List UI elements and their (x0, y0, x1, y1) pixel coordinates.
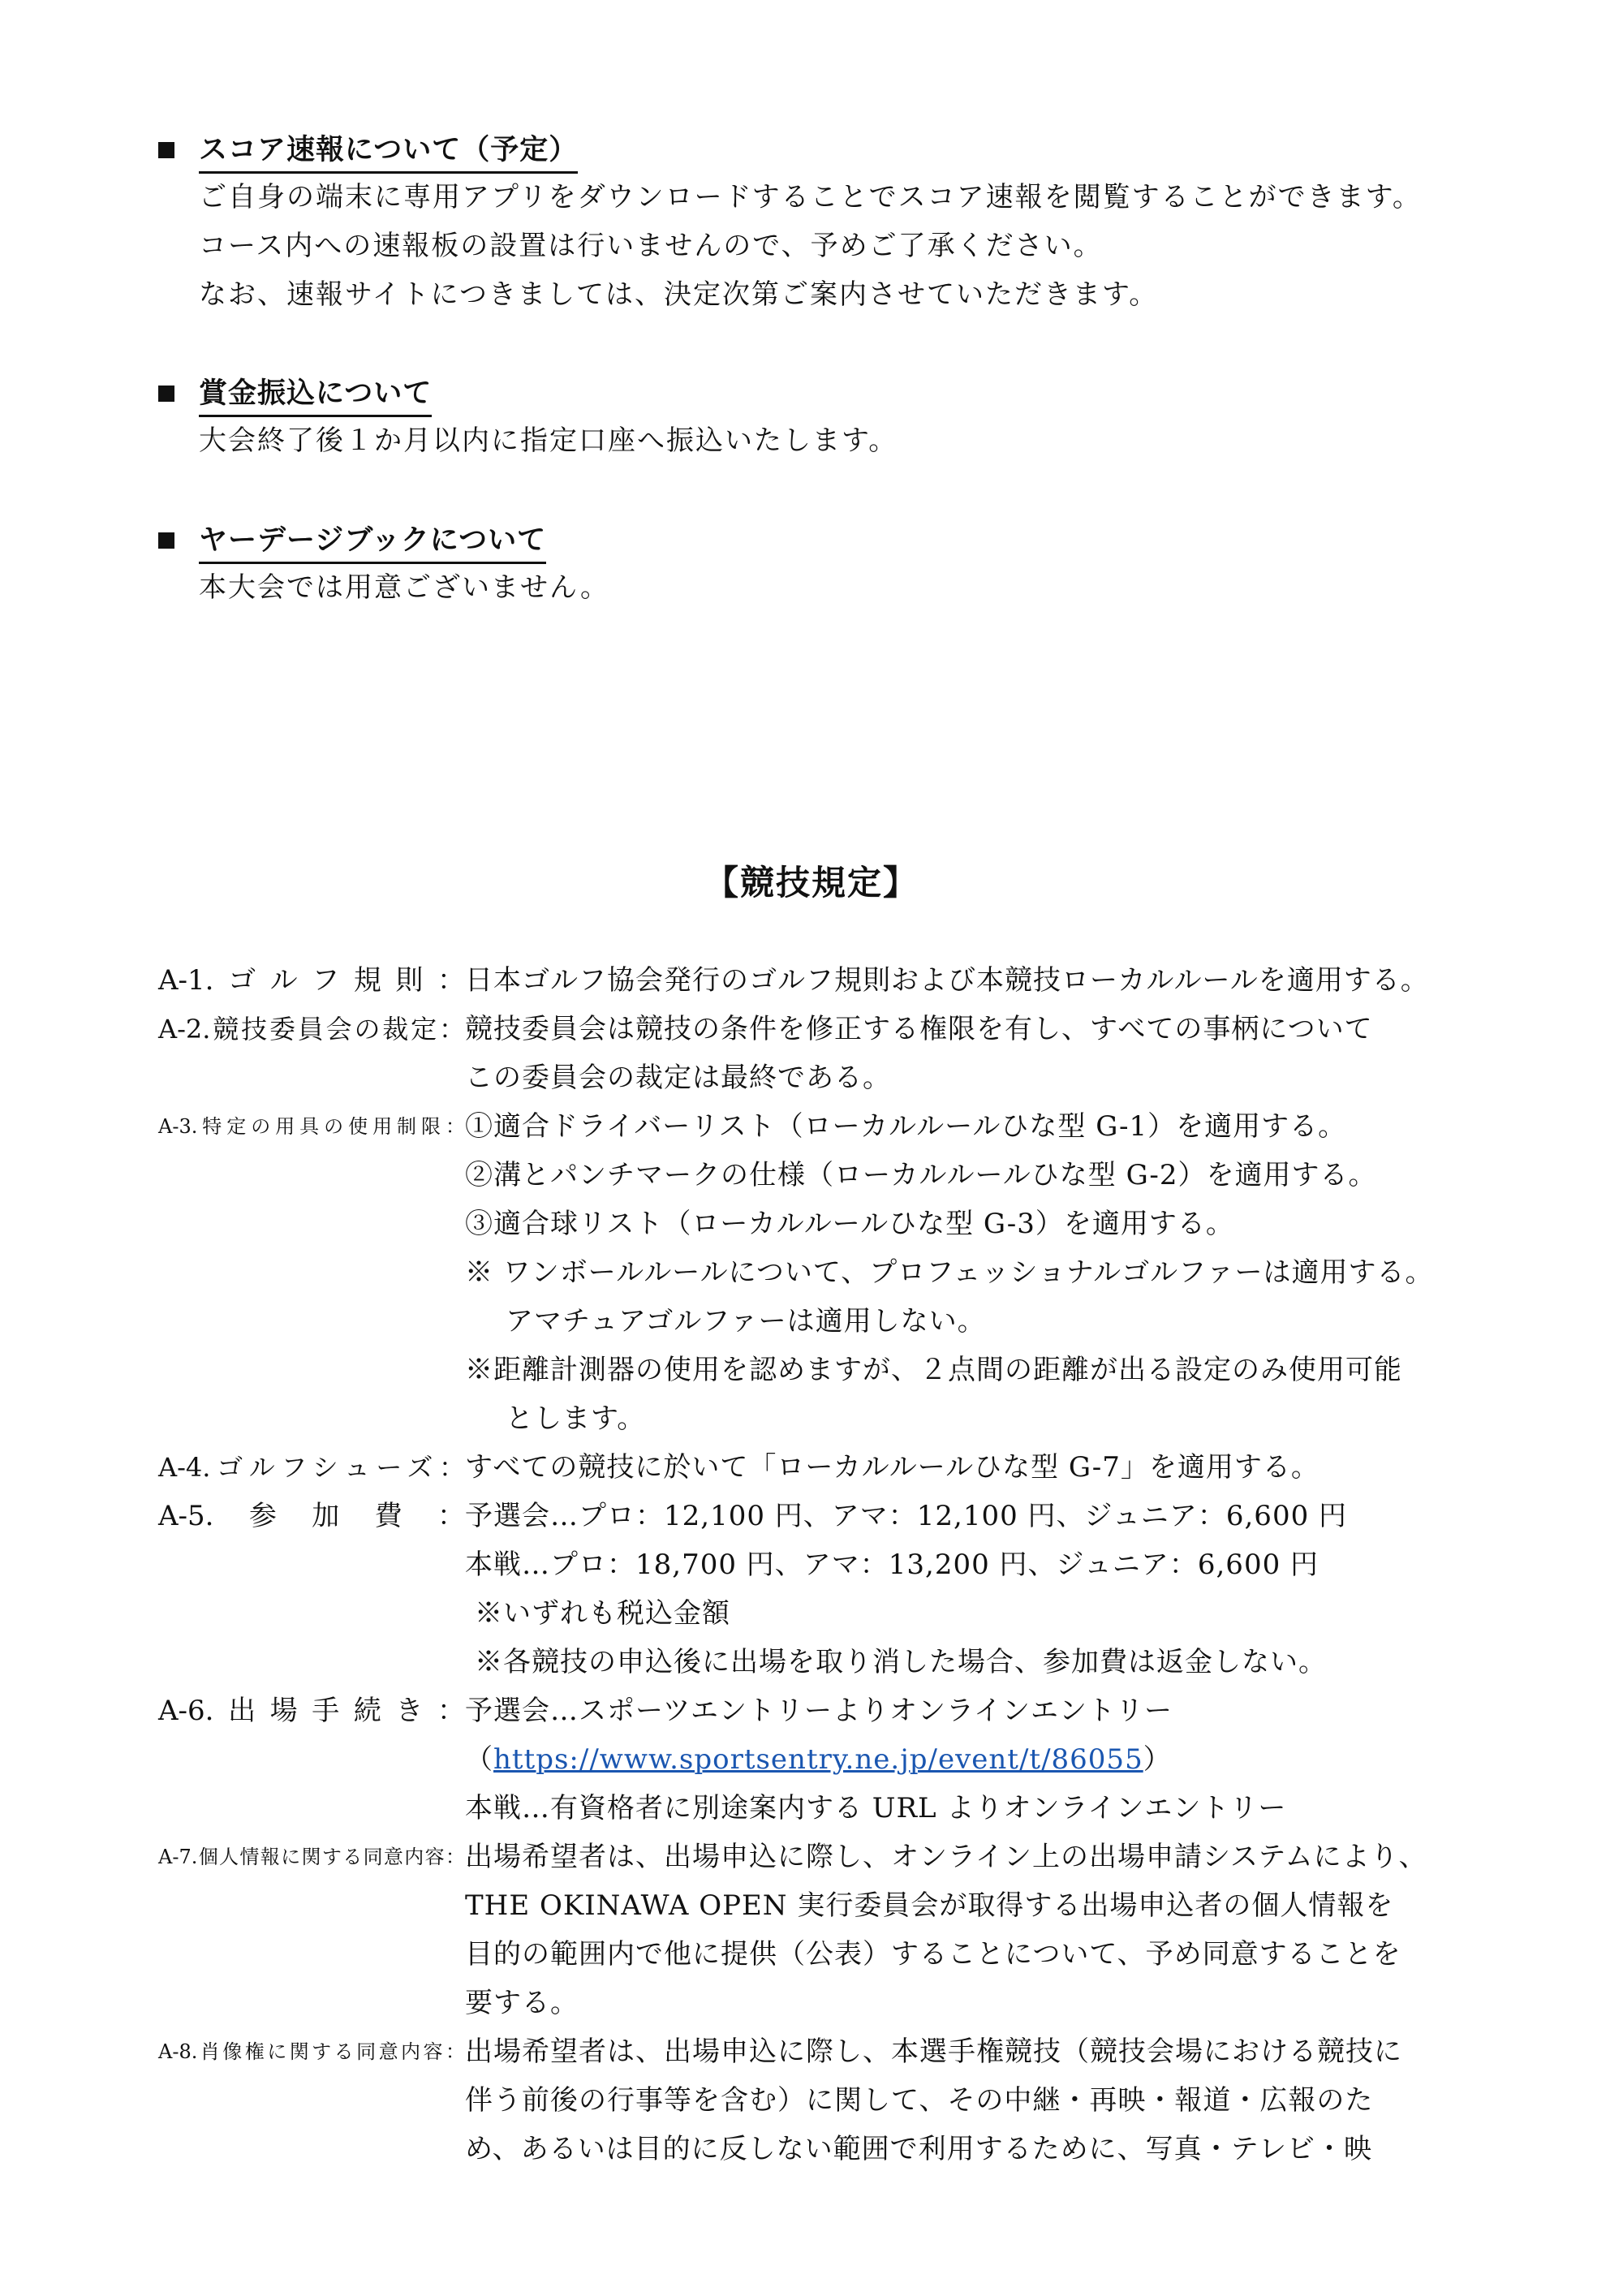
rule-text-line: 日本ゴルフ協会発行のゴルフ規則および本競技ローカルルールを適用する。 (465, 964, 1429, 997)
rule-a5 (158, 1492, 1586, 1686)
section-text-line: コース内への速報板の設置は行いませんので、予めご了承ください。 (199, 230, 1103, 262)
bullet-square-icon (158, 142, 174, 158)
rules-list (158, 956, 1586, 2173)
rule-text-line: この委員会の裁定は最終である。 (465, 1062, 891, 1094)
prize-transfer-section (158, 371, 1538, 465)
rule-text-line: 予選会…スポーツエントリーよりオンラインエントリー (465, 1695, 1173, 1727)
section-title: スコア速報について（予定） (199, 127, 578, 174)
rule-text-line: ※いずれも税込金額 (475, 1597, 730, 1630)
rule-text-line: 競技委員会は競技の条件を修正する権限を有し、すべての事柄について (465, 1013, 1373, 1045)
rule-label: A-4.ゴルフシューズ： (158, 1452, 465, 1483)
rule-text-line: すべての競技に於いて「ローカルルールひな型 G-7」を適用する。 (465, 1451, 1319, 1484)
rule-text-line: 出場希望者は、出場申込に際し、本選手権競技（競技会場における競技に (465, 2035, 1402, 2068)
rule-text-line: THE OKINAWA OPEN 実行委員会が取得する出場申込者の個人情報を (465, 1889, 1394, 1922)
section-text-line: 本大会では用意ございません。 (199, 571, 610, 604)
rule-text-line: 予選会…プロ：12,100 円、アマ：12,100 円、ジュニア：6,600 円 (465, 1500, 1348, 1532)
rule-text-line: ※ ワンボールルールについて、プロフェッショナルゴルファーは適用する。 (465, 1256, 1434, 1289)
score-update-section (158, 127, 1538, 319)
rule-text-line: 目的の範囲内で他に提供（公表）することについて、予め同意することを (465, 1938, 1401, 1971)
section-heading (158, 518, 1538, 563)
rule-text-line: 要する。 (465, 1987, 579, 2019)
rule-a8 (158, 2027, 1586, 2173)
section-heading (158, 371, 1538, 416)
rule-text-line: とします。 (506, 1402, 646, 1435)
rule-a4 (158, 1443, 1586, 1492)
rule-label: A-5.参加費： (158, 1500, 465, 1532)
rule-a6 (158, 1686, 1586, 1833)
entry-url-link[interactable]: https://www.sportsentry.ne.jp/event/t/86055 (493, 1743, 1143, 1776)
bullet-square-icon (158, 532, 174, 549)
rule-text-line: ③適合球リスト（ローカルルールひな型 G-3）を適用する。 (465, 1208, 1234, 1240)
rule-label: A-8.肖像権に関する同意内容： (158, 2040, 465, 2063)
section-text-line: 大会終了後１か月以内に指定口座へ振込いたします。 (199, 424, 898, 457)
paren-open: （ (465, 1743, 493, 1776)
rule-a1 (158, 956, 1586, 1005)
rule-text-line: 伴う前後の行事等を含む）に関して、その中継・再映・報道・広報のた (465, 2084, 1374, 2117)
rule-text-line: ※距離計測器の使用を認めますが、２点間の距離が出る設定のみ使用可能 (465, 1354, 1402, 1386)
rules-title: 【競技規定】 (704, 863, 919, 902)
rule-text-line: 本戦…有資格者に別途案内する URL よりオンラインエントリー (465, 1792, 1287, 1824)
rule-text-line: ②溝とパンチマークの仕様（ローカルルールひな型 G-2）を適用する。 (465, 1159, 1377, 1191)
rule-label: A-6.出場手続き： (158, 1695, 465, 1727)
section-text-line: ご自身の端末に専用アプリをダウンロードすることでスコア速報を閲覧することができます。 (199, 181, 1422, 213)
rule-text-line: め、あるいは目的に反しない範囲で利用するために、写真・テレビ・映 (465, 2133, 1372, 2165)
rule-label: A-3.特定の用具の使用制限： (158, 1115, 465, 1138)
rule-label: A-2.競技委員会の裁定： (158, 1014, 465, 1045)
bullet-square-icon (158, 386, 174, 402)
rule-label: A-7.個人情報に関する同意内容： (158, 1846, 465, 1868)
rule-text-line: 本戦…プロ：18,700 円、アマ：13,200 円、ジュニア：6,600 円 (465, 1549, 1319, 1581)
section-title: 賞金振込について (199, 371, 432, 417)
section-heading (158, 127, 1538, 173)
rule-a7 (158, 1833, 1586, 2027)
rule-text-line: ※各競技の申込後に出場を取り消した場合、参加費は返金しない。 (475, 1646, 1327, 1678)
entry-url-line (465, 1735, 1586, 1784)
paren-close: ） (1143, 1743, 1172, 1776)
rule-text-line: アマチュアゴルファーは適用しない。 (506, 1305, 986, 1338)
yardage-book-section (158, 518, 1538, 612)
rule-a2 (158, 1005, 1586, 1102)
rule-a3 (158, 1102, 1586, 1443)
rule-label: A-1.ゴルフ規則： (158, 964, 465, 997)
rule-text-line: ①適合ドライバーリスト（ローカルルールひな型 G-1）を適用する。 (465, 1110, 1347, 1143)
section-title: ヤーデージブックについて (199, 518, 546, 564)
section-text-line: なお、速報サイトにつきましては、決定次第ご案内させていただきます。 (199, 278, 1159, 311)
rule-text-line: 出場希望者は、出場申込に際し、オンライン上の出場申請システムにより、 (465, 1841, 1427, 1873)
